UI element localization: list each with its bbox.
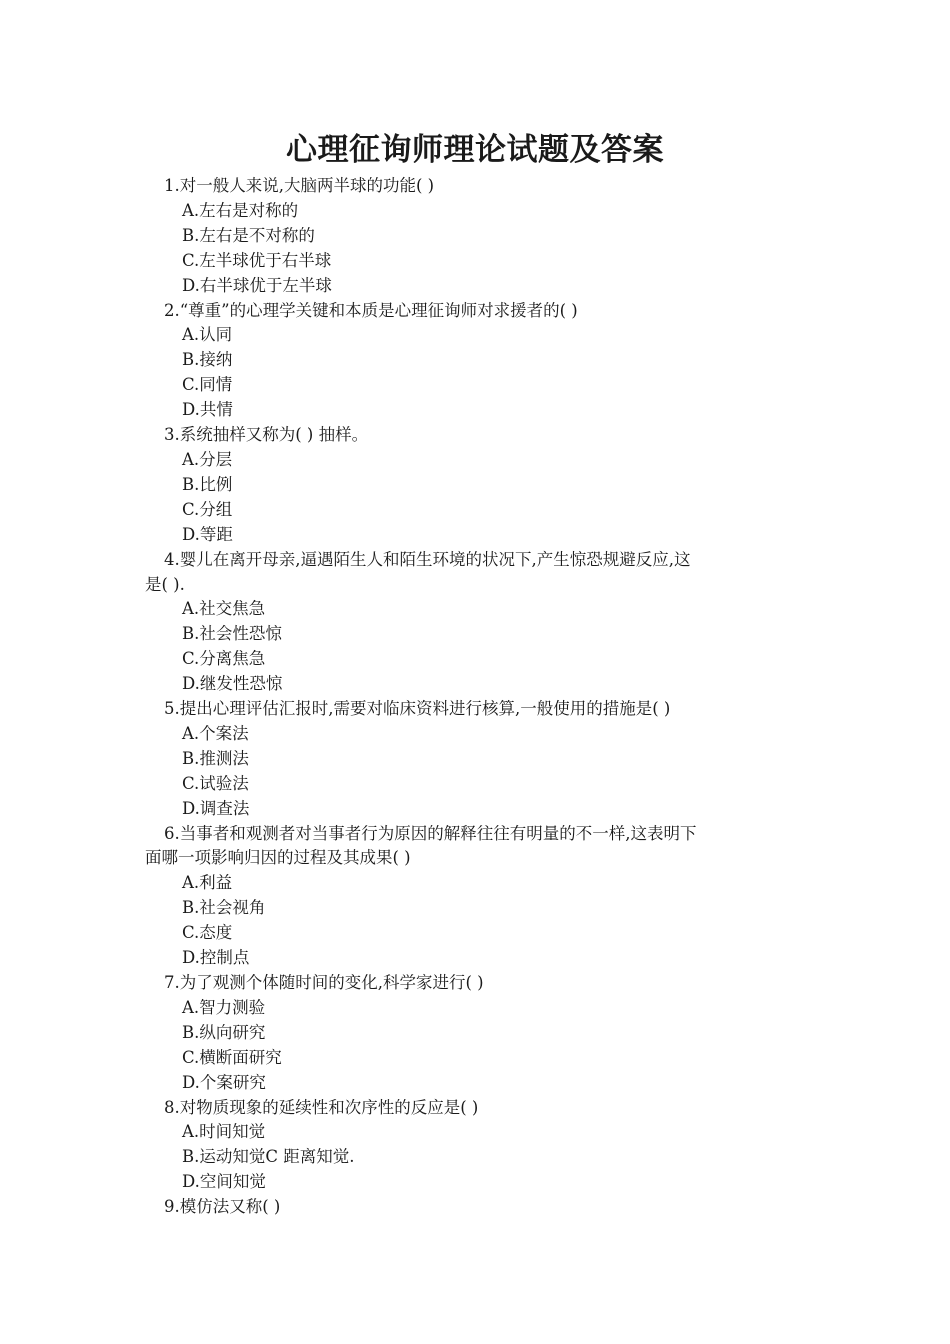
- answer-option: B.比例: [182, 474, 233, 494]
- answer-option: D.个案研究: [182, 1072, 266, 1092]
- answer-option: A.分层: [182, 449, 233, 469]
- question-line: 6.当事者和观测者对当事者行为原因的解释往往有明量的不一样,这表明下: [164, 823, 697, 843]
- answer-option: A.时间知觉: [182, 1122, 266, 1142]
- question-line: 3.系统抽样又称为( ) 抽样。: [164, 425, 369, 445]
- answer-option: C.横断面研究: [182, 1047, 282, 1067]
- answer-option: C.态度: [182, 923, 233, 943]
- answer-option: B.左右是不对称的: [182, 225, 315, 245]
- answer-option: D.控制点: [182, 948, 250, 968]
- answer-option: C.左半球优于右半球: [182, 250, 332, 270]
- answer-option: D.继发性恐惊: [182, 674, 283, 694]
- answer-option: B.社会视角: [182, 898, 266, 918]
- page-title: 心理征询师理论试题及答案: [286, 132, 664, 168]
- answer-option: D.右半球优于左半球: [182, 275, 332, 295]
- question-list: [145, 174, 810, 1220]
- question-line: 2.“尊重”的心理学关键和本质是心理征询师对求援者的( ): [164, 300, 578, 320]
- answer-option: A.智力测验: [182, 997, 266, 1017]
- answer-option: A.左右是对称的: [182, 200, 299, 220]
- answer-option: D.等距: [182, 524, 233, 544]
- answer-option: B.运动知觉C 距离知觉.: [182, 1147, 355, 1167]
- question-line: 8.对物质现象的延续性和次序性的反应是( ): [164, 1097, 479, 1117]
- answer-option: B.接纳: [182, 350, 233, 370]
- answer-option: B.社会性恐惊: [182, 624, 282, 644]
- question-line: 9.模仿法又称( ): [164, 1197, 281, 1217]
- question-continuation: 是( ).: [145, 574, 185, 594]
- question-line: 1.对一般人来说,大脑两半球的功能( ): [164, 176, 435, 195]
- answer-option: A.个案法: [182, 723, 249, 743]
- answer-option: D.调查法: [182, 798, 250, 818]
- answer-option: C.同情: [182, 375, 233, 395]
- answer-option: C.分离焦急: [182, 649, 266, 669]
- question-line: 7.为了观测个体随时间的变化,科学家进行( ): [164, 973, 484, 992]
- answer-option: B.纵向研究: [182, 1022, 266, 1042]
- answer-option: B.推测法: [182, 748, 249, 768]
- answer-option: D.空间知觉: [182, 1172, 266, 1192]
- question-line: 4.婴儿在离开母亲,逼遇陌生人和陌生环境的状况下,产生惊恐规避反应,这: [164, 549, 691, 569]
- answer-option: C.试验法: [182, 773, 249, 793]
- answer-option: D.共情: [182, 400, 233, 420]
- question-line: 5.提出心理评估汇报时,需要对临床资料进行核算,一般使用的措施是( ): [164, 699, 671, 719]
- answer-option: C.分组: [182, 499, 233, 519]
- answer-option: A.认同: [182, 325, 233, 345]
- answer-option: A.社交焦急: [182, 599, 266, 619]
- answer-option: A.利益: [182, 873, 233, 893]
- question-continuation: 面哪一项影响归因的过程及其成果( ): [145, 848, 411, 868]
